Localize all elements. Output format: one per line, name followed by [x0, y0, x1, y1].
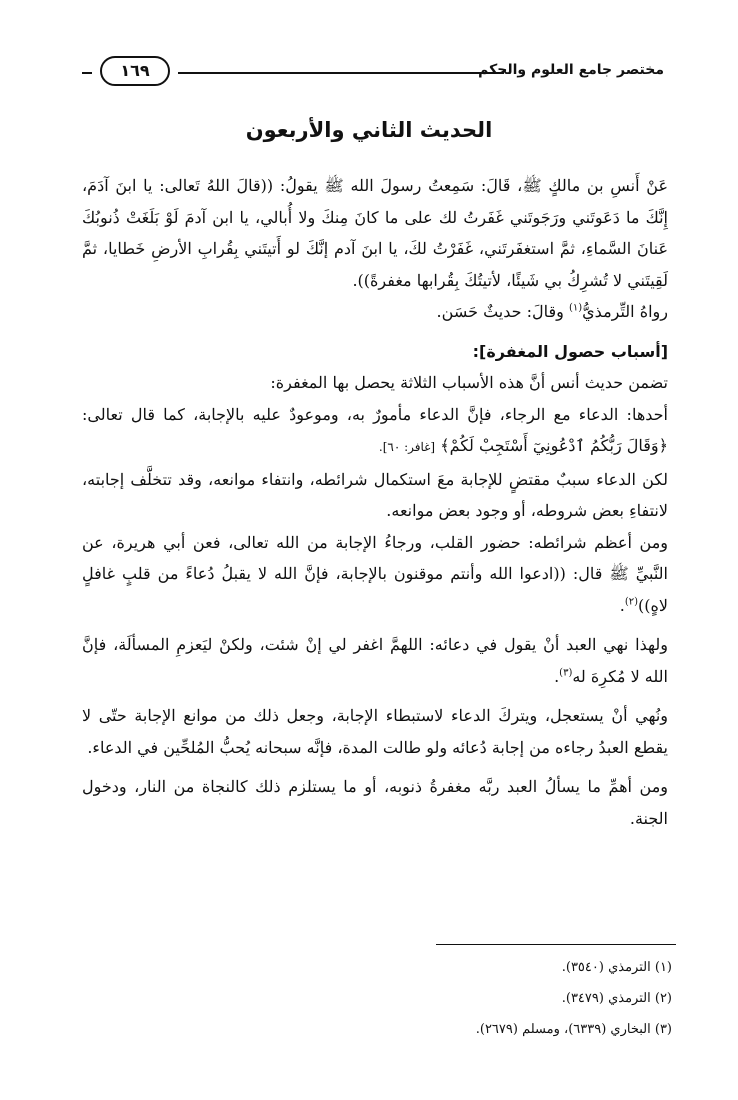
book-title-text: مختصر جامع العلوم والحكم — [478, 62, 664, 78]
haste-paragraph: ونُهي أنْ يستعجل، ويتركَ الدعاء لاستبطاء الإجابة، وجعل ذلك من موانع الإجابة حتّى لا يقطع العبدُ رجاءه من إجابة دُعائه ولو طالت المدة، فإنَّه سبحانه يُحبُّ المُلحِّين في الدعاء. — [82, 706, 668, 757]
prohibition-text: ولهذا نهي العبد أنْ يقول في دعائه: اللهمَّ اغفر لي إنْ شئت، ولكنْ ليَعزمِ المسألَة، فإنَّ الله لا مُكرِهَ له — [82, 635, 668, 686]
intro-paragraph: تضمن حديث أنس أنَّ هذه الأسباب الثلاثة يحصل بها المغفرة: — [270, 373, 668, 392]
page-number: ١٦٩ — [100, 56, 170, 86]
takhrij-line — [82, 296, 668, 328]
first-cause-paragraph — [82, 399, 668, 464]
header-dash — [82, 72, 92, 74]
quran-verse: ﴿وَقَالَ رَبُّكُمُ ٱدْعُونِيٓ أَسْتَجِبْ لَكُمْ﴾ — [440, 436, 668, 455]
section-heading: [أسباب حصول المغفرة]: — [472, 341, 668, 361]
chapter-title: الحديث الثاني والأربعون — [245, 118, 493, 142]
grading-text: وقالَ: حديثٌ حَسَن. — [436, 302, 564, 321]
most-important-paragraph: ومن أهمِّ ما يسألُ العبد ربَّه مغفرةُ ذنوبه، أو ما يستلزم ذلك كالنجاة من النار، ودخول الجنة. — [82, 777, 668, 828]
conditions-text: ومن أعظم شرائطه: حضور القلب، ورجاءُ الإجابة من الله تعالى، فعن أبي هريرة، عن النَّبيِّ ﷺ قال: ((ادعوا الله وأنتم موقنون بالإجابة، فإنَّ الله لا يقبلُ دُعاءً من قلبٍ غافلٍ لاهٍ)) — [82, 532, 668, 615]
header-dash: ـ — [468, 62, 474, 78]
footnote-mark-2: (٢) — [624, 596, 638, 608]
footnotes — [82, 952, 672, 1045]
lakin-paragraph: لكن الدعاء سببٌ مقتضٍ للإجابة معَ استكمال شرائطه، وانتفاء موانعه، وقد تتخلَّف إجابته، لانتفاءِ بعض شروطه، أو وجود بعض موانعه. — [82, 469, 668, 520]
book-title — [468, 62, 664, 78]
body-text — [82, 170, 668, 834]
conditions-paragraph: ومن أعظم شرائطه: حضور القلب، ورجاءُ الإجابة من الله تعالى، فعن أبي هريرة، عن النَّبيِّ ﷺ قال: ((ادعوا الله وأنتم موقنون بالإجابة، فإنَّ الله لا يقبلُ دُعاءً من قلبٍ غافلٍ لاهٍ))$^{(٢)}$. — [82, 532, 668, 615]
hadith-paragraph: عَنْ أَنسِ بن مالكٍ ﷺ، قَالَ: سَمِعتُ رسولَ الله ﷺ يقولُ: ((قالَ اللهُ تَعالى: يا ابنَ آدَمَ، إِنَّكَ ما دَعَوتَني ورَجَوتَني غَفَرتُ لك على ما كانَ مِنكَ ولا أُبالي، يا ابن آدمَ لَوْ بَلَغَتْ ذُنوبُكَ عَنانَ السَّماءِ، ثمَّ استغفَرتَني، غَفَرْتُ لكَ، يا ابنَ آدم إنَّكَ لو أَتيتَني بِقُرابِ الأرضِ خَطايا، ثمَّ لَقِيتَني لا تُشرِكُ بي شَيئًا، لأتيتُكَ بِقُرابها مغفرةً)). — [82, 176, 668, 290]
running-header — [82, 56, 664, 90]
footnote-separator — [436, 944, 676, 945]
header-rule — [178, 72, 504, 74]
footnote-mark-1: (١) — [568, 302, 583, 314]
narrator-text: رواهُ التِّرمذيُّ — [582, 302, 668, 321]
footnote-3: (٣) البخاري (٦٣٣٩)، ومسلم (٢٦٧٩). — [475, 1022, 672, 1037]
first-cause-text: أحدها: الدعاء مع الرجاء، فإنَّ الدعاء مأمورٌ به، وموعودٌ عليه بالإجابة، كما قال تعالى: — [82, 404, 668, 424]
prohibition-paragraph: ولهذا نهي العبد أنْ يقول في دعائه: اللهمَّ اغفر لي إنْ شئت، ولكنْ ليَعزمِ المسألَة، فإنَّ الله لا مُكرِهَ له$^{(٣)}$. — [82, 635, 668, 686]
footnote-mark-3: (٣) — [559, 667, 573, 679]
quran-reference: [غافر: ٦٠]. — [378, 440, 436, 454]
footnote-1: (١) الترمذي (٣٥٤٠). — [561, 960, 672, 975]
footnote-2: (٢) الترمذي (٣٤٧٩). — [561, 991, 672, 1006]
